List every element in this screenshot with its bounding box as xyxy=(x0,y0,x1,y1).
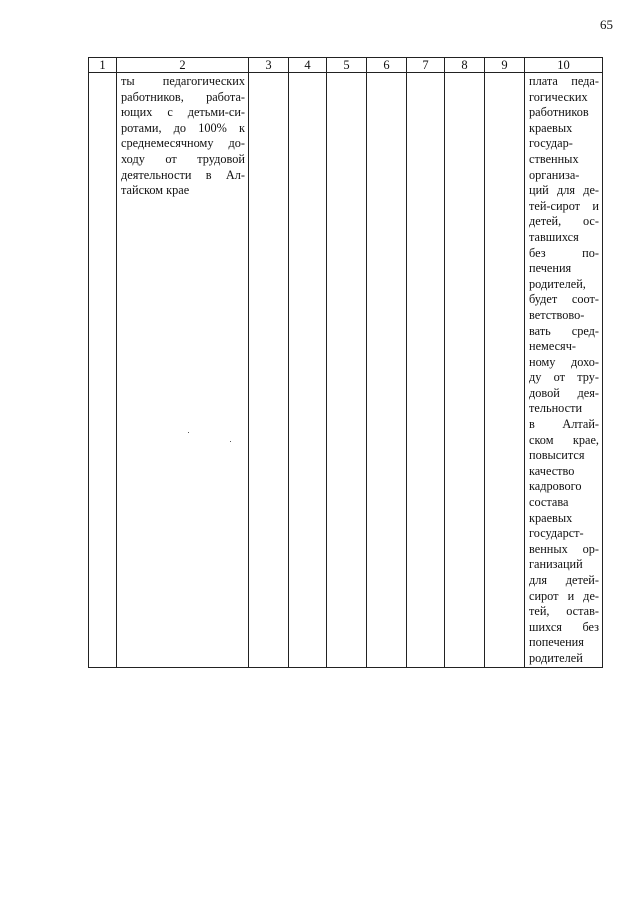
column-header-2: 2 xyxy=(117,58,249,73)
text-line: тей, остав- xyxy=(529,604,599,619)
text-line: повысится xyxy=(529,448,585,463)
text-line: кадрового xyxy=(529,479,582,494)
cell-col-1 xyxy=(89,73,117,668)
text-line: в Алтай- xyxy=(529,417,599,432)
text-line: детей, ос- xyxy=(529,214,599,229)
text-line: государст- xyxy=(529,526,584,541)
text-line: ющих с детьми-си- xyxy=(121,105,245,120)
column-header-6: 6 xyxy=(367,58,407,73)
text-line: будет соот- xyxy=(529,292,599,307)
text-line: среднемесячному до- xyxy=(121,136,245,151)
text-line: ций для де- xyxy=(529,183,599,198)
text-line: печения xyxy=(529,261,572,276)
continuation-table xyxy=(88,57,603,668)
text-line: ду от тру- xyxy=(529,370,599,385)
column-header-9: 9 xyxy=(485,58,525,73)
text-line: ственных xyxy=(529,151,579,166)
text-line: ганизаций xyxy=(529,557,583,572)
cell-col-2-text xyxy=(117,73,248,199)
cell-col-9 xyxy=(485,73,525,668)
text-line: гогических xyxy=(529,89,588,104)
page-number: 65 xyxy=(600,17,613,32)
header-row xyxy=(89,58,603,73)
text-line: попечения xyxy=(529,635,584,650)
text-line: ходу от трудовой xyxy=(121,151,245,166)
scan-speck xyxy=(230,441,231,442)
column-header-10: 10 xyxy=(525,58,603,73)
scan-speck xyxy=(188,432,189,433)
cell-col-4 xyxy=(289,73,327,668)
text-line: венных ор- xyxy=(529,541,599,556)
cell-col-2 xyxy=(117,73,249,668)
text-line: тавшихся xyxy=(529,229,579,244)
text-line: родителей xyxy=(529,650,583,665)
text-line: ному дохо- xyxy=(529,354,599,369)
text-line: состава xyxy=(529,495,569,510)
column-header-5: 5 xyxy=(327,58,367,73)
text-line: ском крае, xyxy=(529,432,599,447)
text-line: организа- xyxy=(529,167,580,182)
text-line: родителей, xyxy=(529,276,586,291)
text-line: краевых xyxy=(529,510,573,525)
text-line: тайском крае xyxy=(121,183,190,198)
text-line: для детей- xyxy=(529,573,599,587)
column-header-7: 7 xyxy=(407,58,445,73)
text-line: плата педа- xyxy=(529,74,599,88)
cell-col-8 xyxy=(445,73,485,668)
text-line: ветствово- xyxy=(529,307,585,322)
text-line: вать сред- xyxy=(529,323,599,338)
column-header-8: 8 xyxy=(445,58,485,73)
text-line: тей-сирот и xyxy=(529,198,599,213)
text-line: краевых xyxy=(529,120,573,135)
column-header-3: 3 xyxy=(249,58,289,73)
text-line: довой дея- xyxy=(529,385,599,400)
text-line: тельности xyxy=(529,401,583,416)
text-line: государ- xyxy=(529,136,573,151)
table-row xyxy=(89,73,603,668)
text-line: работников, работа- xyxy=(121,89,245,104)
text-line: ротами, до 100% к xyxy=(121,120,245,135)
text-line: ты педагогических xyxy=(121,74,245,88)
cell-col-10-text xyxy=(525,73,602,667)
text-line: работников xyxy=(529,105,589,120)
text-line: немесяч- xyxy=(529,339,576,354)
column-header-4: 4 xyxy=(289,58,327,73)
cell-col-6 xyxy=(367,73,407,668)
text-line: шихся без xyxy=(529,619,599,634)
text-line: деятельности в Ал- xyxy=(121,167,245,182)
cell-col-7 xyxy=(407,73,445,668)
cell-col-10 xyxy=(525,73,603,668)
text-line: сирот и де- xyxy=(529,588,599,603)
cell-col-3 xyxy=(249,73,289,668)
text-line: без по- xyxy=(529,245,599,260)
cell-col-5 xyxy=(327,73,367,668)
column-header-1: 1 xyxy=(89,58,117,73)
text-line: качество xyxy=(529,463,575,478)
